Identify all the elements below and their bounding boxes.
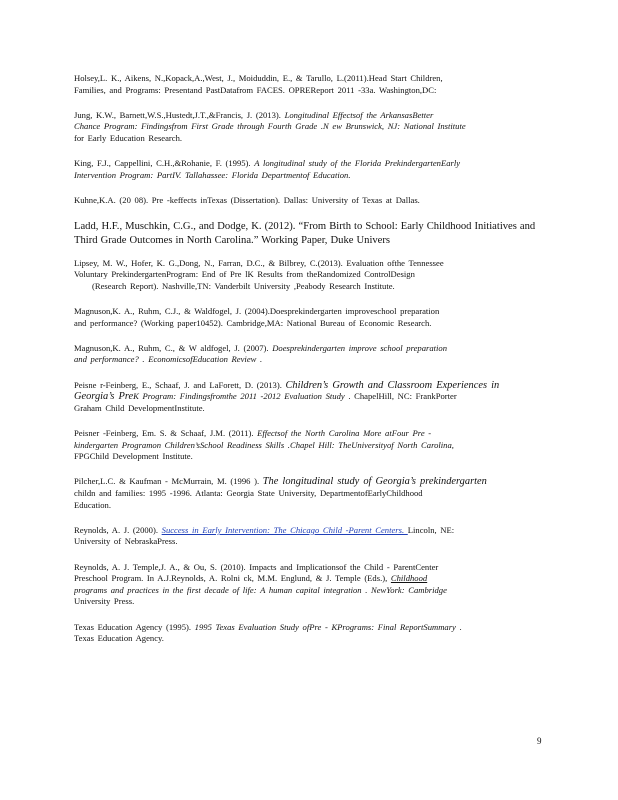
reference-text: Jung, K.W., Barnett,W.S.,Hustedt,J.T.,&Francis, J. (2013). (74, 109, 285, 120)
reference-title: Georgia’s Pre (74, 391, 134, 403)
reference-text: Texas Education Agency (1995). (74, 621, 195, 632)
reference-text: Peisne r-Feinberg, E., Schaaf, J. and LaForett, D. (2013). (74, 379, 286, 390)
reference-reynolds-2010 (74, 562, 546, 608)
reference-text: . (455, 621, 462, 632)
reference-peisner-feinberg-2013 (74, 380, 546, 415)
page-number: 9 (537, 736, 542, 746)
references-list (74, 73, 546, 658)
reference-text: Pilcher,L.C. & Kaufman - McMurrain, M. (1996 ). (74, 476, 263, 487)
reference-line: childn and families: 1995 -1996. Atlanta: Georgia State University, DepartmentofEarlyChildhood (74, 488, 423, 498)
reference-line: Ladd, H.F., Muschkin, C.G., and Dodge, K. (2012). “From Birth to School: Early Childhood Initiatives and (74, 221, 536, 233)
reference-pilcher-1996 (74, 476, 546, 511)
reference-line: Intervention Program: PartIV. Tallahassee: Florida Departmentof Education. (74, 169, 351, 180)
reference-text: Peisner -Feinberg, Em. S. & Schaaf, J.M. (2011). (74, 428, 258, 439)
reference-line (74, 476, 546, 488)
reference-jung-2013 (74, 110, 546, 145)
reference-title: Children’s Growth and Classroom Experiences in (285, 379, 500, 391)
reference-title: Childhood (390, 573, 428, 584)
reference-line: Texas Education Agency. (74, 633, 164, 644)
reference-line (74, 158, 546, 170)
reference-line: Reynolds, A. J. Temple,J. A., & Ou, S. (2010). Impacts and Implicationsof the Child - ParentCenter (74, 561, 439, 572)
reference-line: Education. (74, 499, 111, 510)
reference-title: Longitudinal Effectsof the ArkansasBetter (284, 109, 434, 120)
reference-text: Reynolds, A. J. (2000). (74, 524, 162, 535)
reference-line: FPGChild Development Institute. (74, 451, 193, 462)
reference-line (74, 573, 546, 585)
reference-ladd-2012 (74, 220, 546, 248)
reference-text: King, F.J., Cappellini, C.H.,&Rohanie, F. (1995). (74, 158, 255, 169)
reference-line (74, 121, 546, 133)
reference-line: University Press. (74, 596, 135, 607)
reference-line: and performance? (Working paper10452). Cambridge,MA: National Bureau of Economic Research. (74, 317, 432, 328)
reference-title: Doesprekindergarten improve school preparation (272, 342, 448, 353)
reference-reynolds-2000 (74, 525, 546, 548)
reference-peisner-feinberg-2011 (74, 428, 546, 463)
reference-line: programs and practices in the first decade of life: A human capital integration . NewYork: Cambridge (74, 584, 447, 595)
reference-line: Voluntary PrekindergartenProgram: End of Pre lK Results from theRandomized ControlDesign (74, 269, 415, 280)
reference-king-1995 (74, 158, 546, 181)
reference-line (74, 391, 546, 403)
reference-line: (Research Report). Nashville,TN: Vanderbilt University ,Peabody Research Institute. (92, 280, 395, 291)
reference-lipsey-2013 (74, 258, 546, 293)
reference-line (74, 428, 546, 440)
reference-line: Families, and Programs: Presentand PastDatafrom FACES. OPREReport 2011 -33a. Washington,DC: (74, 84, 437, 95)
reference-line (74, 380, 546, 392)
reference-line (74, 343, 546, 355)
reference-title: Effectsof the North Carolina More atFour Pre - (257, 428, 432, 439)
reference-line: Third Grade Outcomes in North Carolina.” Working Paper, Duke Univers (74, 234, 391, 246)
reference-line: Lipsey, M. W., Hofer, K. G.,Dong, N., Farran, D.C., & Bilbrey, C.(2013). Evaluation ofthe Tennessee (74, 257, 444, 268)
reference-holsey-2011 (74, 73, 546, 96)
reference-line: Holsey,L. K., Aikens, N.,Kopack,A.,West, J., Moiduddin, E., & Tarullo, L.(2011).Head Start Children, (74, 73, 443, 83)
reference-line: Graham Child DevelopmentInstitute. (74, 402, 205, 413)
reference-line: and performance? . EconomicsofEducation Review . (74, 354, 263, 365)
reference-line: for Early Education Research. (74, 132, 183, 143)
reference-text: Lincoln, NE: (407, 524, 455, 535)
reference-line: Kuhne,K.A. (20 08). Pre -keffects inTexas (Dissertation). Dallas: University of Texas at Dallas. (74, 194, 420, 205)
reference-text: Magnuson,K. A., Ruhm, C., & W aldfogel, J. (2007). (74, 342, 273, 353)
reference-title: K Program: Findingsfromthe 2011 -2012 Evaluation Study (133, 391, 349, 402)
reference-line (74, 110, 546, 122)
reference-magnuson-2004 (74, 306, 546, 329)
reference-line: kindergarten Programon Children’sSchool Readiness Skills .Chapel Hill: TheUniversityof North Carolina, (74, 439, 454, 450)
reference-texas-1995 (74, 622, 546, 645)
reference-title: The longitudinal study of Georgia’s prekindergarten (262, 476, 487, 488)
reference-line: Magnuson,K. A., Ruhm, C.J., & Waldfogel, J. (2004).Doesprekindergarten improveschool preparation (74, 306, 440, 317)
reference-text: . ChapelHill, NC: FrankPorter (348, 391, 457, 402)
reference-text: Chance Program: Findingsfrom First Grade through Fourth Grade .N ew Brunswick, NJ: National Institute (74, 121, 466, 132)
reference-kuhne-2008 (74, 195, 546, 207)
reference-magnuson-2007 (74, 343, 546, 366)
reference-line (74, 622, 546, 634)
reference-line (74, 525, 546, 537)
reference-text: Preschool Program. In A.J.Reynolds, A. Rolni ck, M.M. Englund, & J. Temple (Eds.), (74, 573, 391, 584)
reference-title: 1995 Texas Evaluation Study ofPre - KPrograms: Final ReportSummary (194, 621, 456, 632)
reference-link[interactable]: Success in Early Intervention: The Chicago Child -Parent Centers. (161, 524, 408, 535)
reference-title: A longitudinal study of the Florida PrekindergartenEarly (254, 158, 461, 169)
reference-line: University of NebraskaPress. (74, 536, 178, 547)
